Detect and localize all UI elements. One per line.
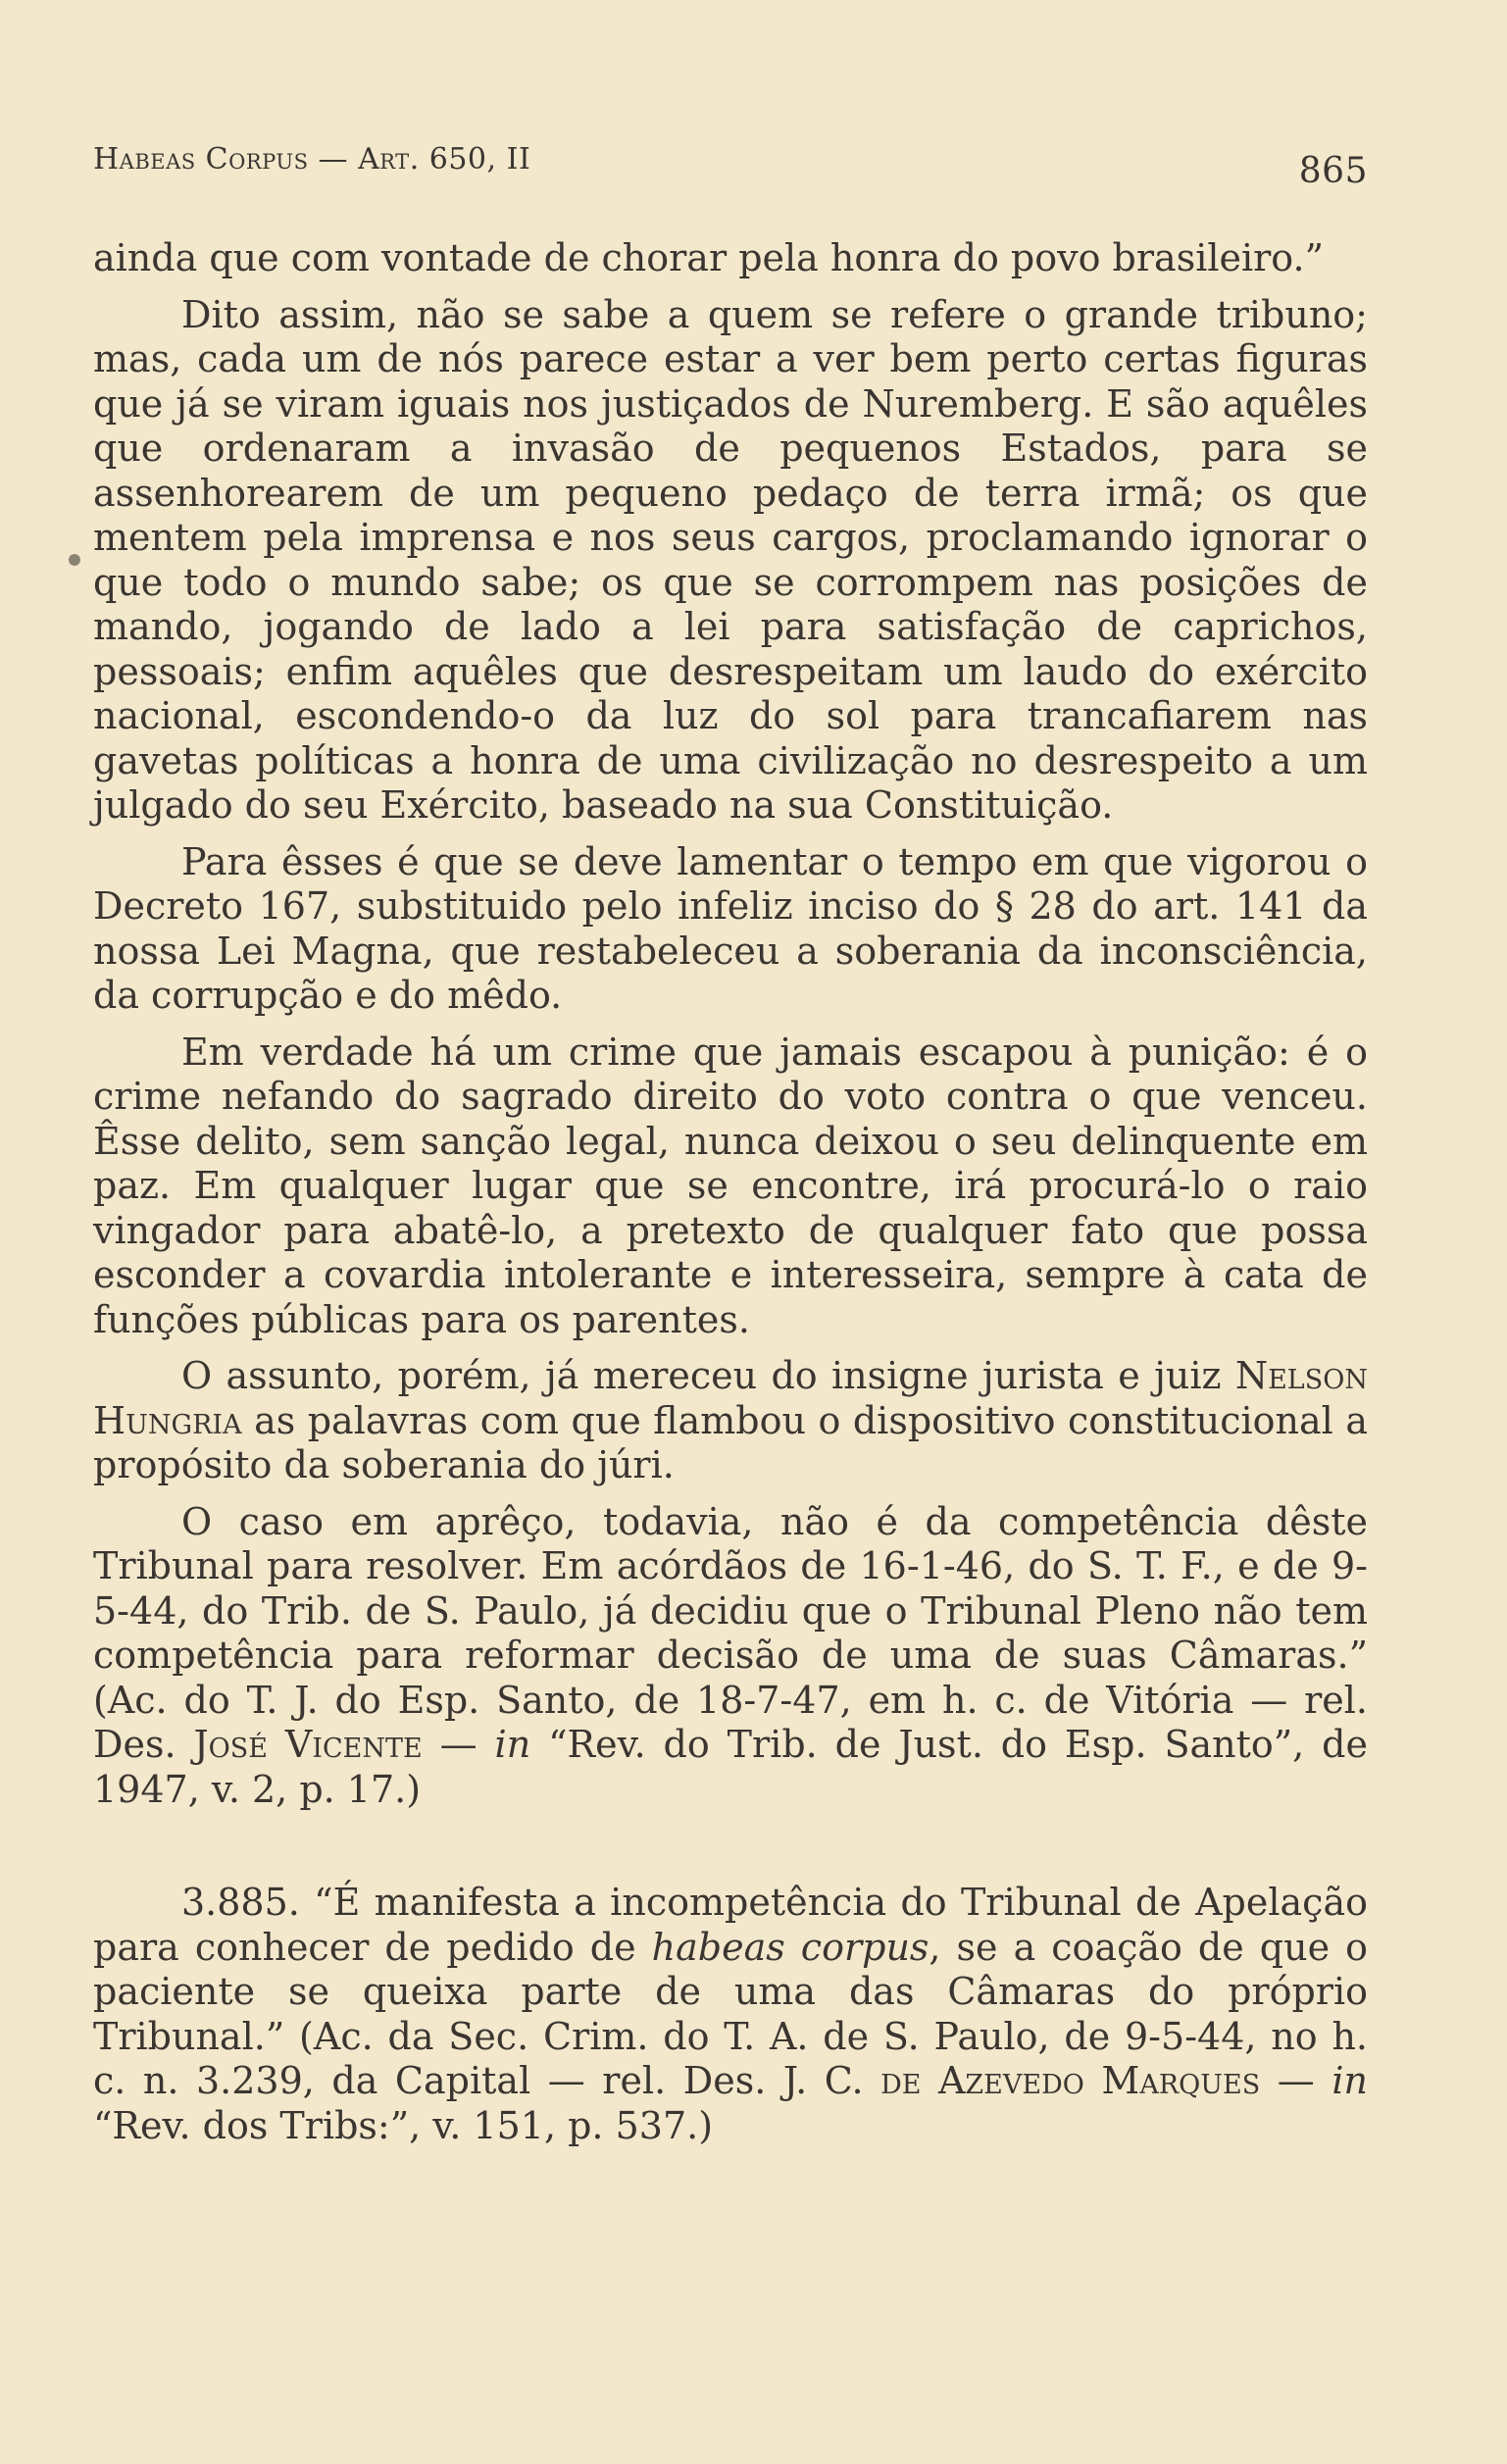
paragraph-crime: Em verdade há um crime que jamais escapou à punição: é o crime nefando do sagrado direito do voto contra o que venceu. Êsse delito, sem sanção legal, nunca deixou o seu delinquente em paz. Em qualquer lugar que se encontre, irá procurá-lo o raio vingador para abatê-lo, a pretexto de qualquer fato que possa esconder a covardia intolerante e interesseira, sempre à cata de funções públicas para os parentes. [93, 1030, 1368, 1341]
author-name: Nelson Hungria [93, 1354, 1368, 1442]
rapporteur-name: José Vicente [193, 1723, 423, 1766]
book-page [93, 137, 1368, 2148]
text-segment: “É manifesta a incompetência do Tribunal de Apelação para conhecer de pedido de [93, 1881, 1368, 1969]
paragraph-tribuno: Dito assim, não se sabe a quem se refere o grande tribuno; mas, cada um de nós parece estar a ver bem perto certas figuras que já se viram iguais nos justiçados de Nuremberg. E são aquêles que ordenaram a invasão de pequenos Estados, para se assenhorearem de um pequeno pedaço de terra irmã; os que mentem pela imprensa e nos seus cargos, proclamando ignorar o que todo o mundo sabe; os que se corrompem nas posições de mando, jogando de lado a lei para satisfação de caprichos, pessoais; enfim aquêles que desrespeitam um laudo do exército nacional, escondendo-o da luz do sol para trancafiarem nas gavetas políticas a honra de uma civilização no desrespeito a um julgado do seu Exército, baseado na sua Constituição. [93, 292, 1368, 827]
paragraph-hungria [93, 1354, 1368, 1488]
italic-in: in [494, 1723, 531, 1766]
text-segment: O assunto, porém, já mereceu do insigne jurista e juiz [181, 1354, 1235, 1397]
text-segment: “Rev. do Trib. de Just. do Esp. Santo”, de 1947, v. 2, p. 17.) [93, 1723, 1368, 1811]
paragraph-caso [93, 1500, 1368, 1813]
text-segment: O caso em aprêço, todavia, não é da competência dêste Tribunal para resolver. Em acórdãos de 16-1-46, do S. T. F., e de 9-5-44, do Trib. de S. Paulo, já decidiu que o Tribunal Pleno não tem competência para reformar decisão de uma de suas Câmaras.” (Ac. do T. J. do Esp. Santo, de 18-7-47, em h. c. de Vitória — rel. Des. [93, 1499, 1368, 1766]
rapporteur-name: de Azevedo Marques [880, 2059, 1261, 2102]
running-head [93, 137, 1368, 191]
entry-3885 [93, 1881, 1368, 2148]
text-segment: , se a coação de que o paciente se queixa parte de uma das Câmaras do próprio Tribunal.” (Ac. da Sec. Crim. do T. A. de S. Paulo, de 9-5-44, no h. c. n. 3.239, da Capital — rel. Des. J. C. [93, 1925, 1368, 2102]
margin-ink-mark [69, 554, 80, 566]
running-head-title: Habeas Corpus — Art. 650, II [93, 142, 531, 176]
paragraph-continuation: ainda que com vontade de chorar pela honra do povo brasileiro.” [93, 236, 1325, 279]
page-number: 865 [1298, 151, 1368, 191]
text-segment: as palavras com que flambou o dispositivo constitucional a propósito da soberania do júri. [93, 1398, 1368, 1486]
paragraph-decreto: Para êsses é que se deve lamentar o tempo em que vigorou o Decreto 167, substituido pelo infeliz inciso do § 28 do art. 141 da nossa Lei Magna, que restabeleceu a soberania da inconsciência, da corrupção e do mêdo. [93, 839, 1368, 1017]
entry-number: 3.885. [181, 1881, 300, 1924]
text-segment: “Rev. dos Tribs:”, v. 151, p. 537.) [93, 2103, 714, 2147]
text-segment: — [1260, 2059, 1332, 2102]
italic-habeas-corpus: habeas corpus [651, 1925, 929, 1969]
italic-in: in [1331, 2059, 1368, 2102]
text-segment: — [422, 1723, 495, 1766]
